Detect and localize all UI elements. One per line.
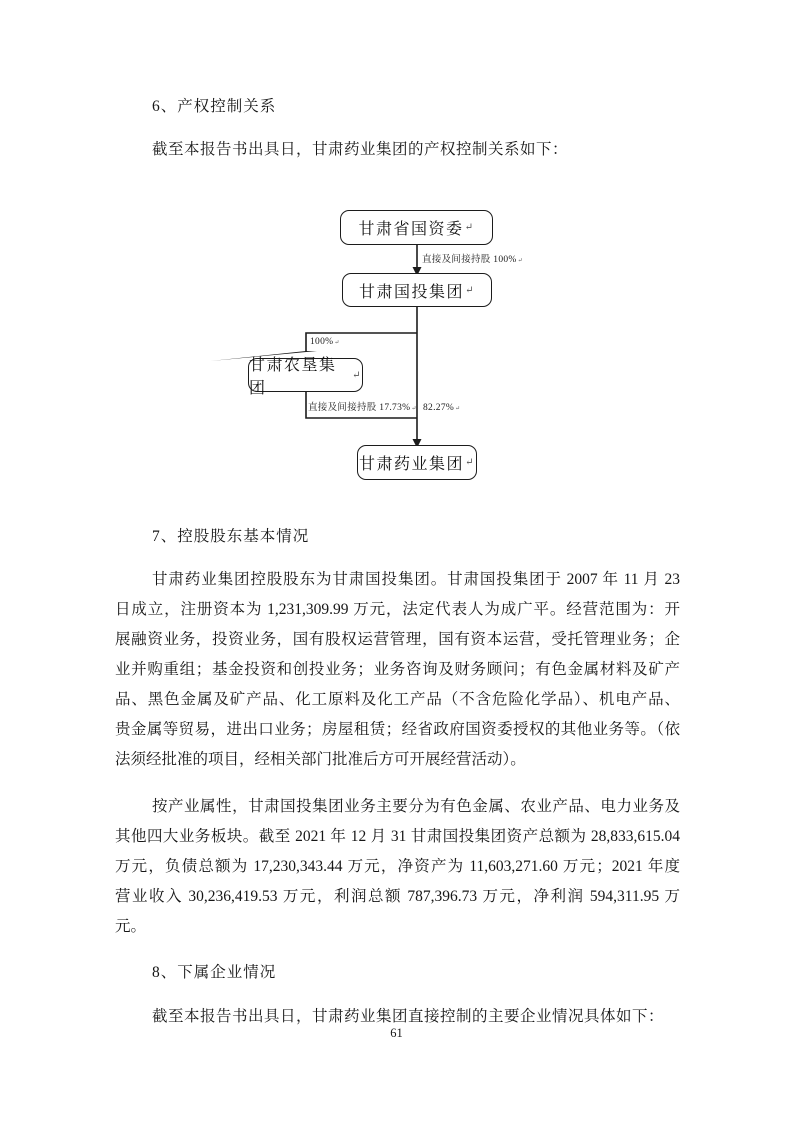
edge-label-17-73: 直接及间接持股 17.73%↵ [308, 403, 417, 413]
return-mark: ↵ [517, 258, 523, 264]
return-mark: ↵ [352, 369, 362, 381]
return-mark: ↵ [411, 406, 417, 412]
org-node-provincial-sasac [340, 210, 493, 245]
paragraph-line: 业并购重组；基金投资和创投业务；业务咨询及财务顾问；有色金属材料及矿产 [115, 661, 680, 678]
paragraph-line: 日成立，注册资本为 1,231,309.99 万元，法定代表人为成广平。经营范围为：开 [115, 601, 680, 618]
equity-control-diagram [115, 210, 680, 490]
paragraph-line: 元。 [115, 918, 147, 935]
paragraph-line: 贵金属等贸易，进出口业务；房屋租赁；经省政府国资委授权的其他业务等。（依 [115, 721, 680, 738]
paragraph-line: 其他四大业务板块。截至 2021 年 12 月 31 甘肃国投集团资产总额为 28,833,615.04 [115, 828, 680, 845]
section-7-heading: 7、控股股东基本情况 [152, 528, 310, 545]
org-node-label: 甘肃药业集团 [359, 456, 465, 473]
return-mark: ↵ [465, 284, 475, 296]
section-8-heading: 8、下属企业情况 [152, 964, 277, 981]
org-node-guotou-group [342, 273, 492, 307]
return-mark: ↵ [465, 457, 475, 468]
paragraph-line: 展融资业务，投资业务，国有股权运营管理，国有资本运营，受托管理业务；企 [115, 631, 680, 648]
paragraph-line: 按产业属性，甘肃国投集团业务主要分为有色金属、农业产品、电力业务及 [152, 798, 680, 815]
edge-label-82-27: 82.27%↵ [423, 403, 461, 413]
section-6-heading: 6、产权控制关系 [152, 98, 277, 115]
paragraph-line: 万元，负债总额为 17,230,343.44 万元，净资产为 11,603,271.60 万元；2021 年度 [115, 858, 680, 875]
return-mark: ↵ [334, 340, 340, 346]
org-node-label: 甘肃农垦集团 [249, 357, 337, 397]
edge-label-100: 100%↵ [310, 337, 340, 347]
org-node-label: 甘肃国投集团 [359, 283, 465, 301]
page-number: 61 [390, 1026, 403, 1040]
return-mark: ↵ [455, 406, 461, 412]
edge-label-100-direct-indirect: 直接及间接持股 100%↵ [422, 255, 523, 265]
controlling-shareholder-paragraph [115, 565, 680, 775]
org-node-pharma-group [357, 445, 477, 480]
org-node-label: 甘肃省国资委 [358, 221, 464, 238]
paragraph-line: 品、黑色金属及矿产品、化工原料及化工产品（不含危险化学品）、机电产品、 [115, 691, 680, 708]
paragraph-line: 法须经批准的项目，经相关部门批准后方可开展经营活动）。 [115, 751, 526, 768]
paragraph-line: 甘肃药业集团控股股东为甘肃国投集团。甘肃国投集团于 2007 年 11 月 23 [152, 571, 680, 588]
financials-paragraph [115, 792, 680, 942]
section-8-intro: 截至本报告书出具日，甘肃药业集团直接控制的主要企业情况具体如下： [152, 1008, 665, 1025]
section-6-intro: 截至本报告书出具日，甘肃药业集团的产权控制关系如下： [152, 141, 569, 158]
org-node-nongken-group [248, 357, 363, 397]
return-mark: ↵ [464, 222, 475, 233]
paragraph-line: 营业收入 30,236,419.53 万元，利润总额 787,396.73 万元，净利润 594,311.95 万 [115, 888, 680, 905]
